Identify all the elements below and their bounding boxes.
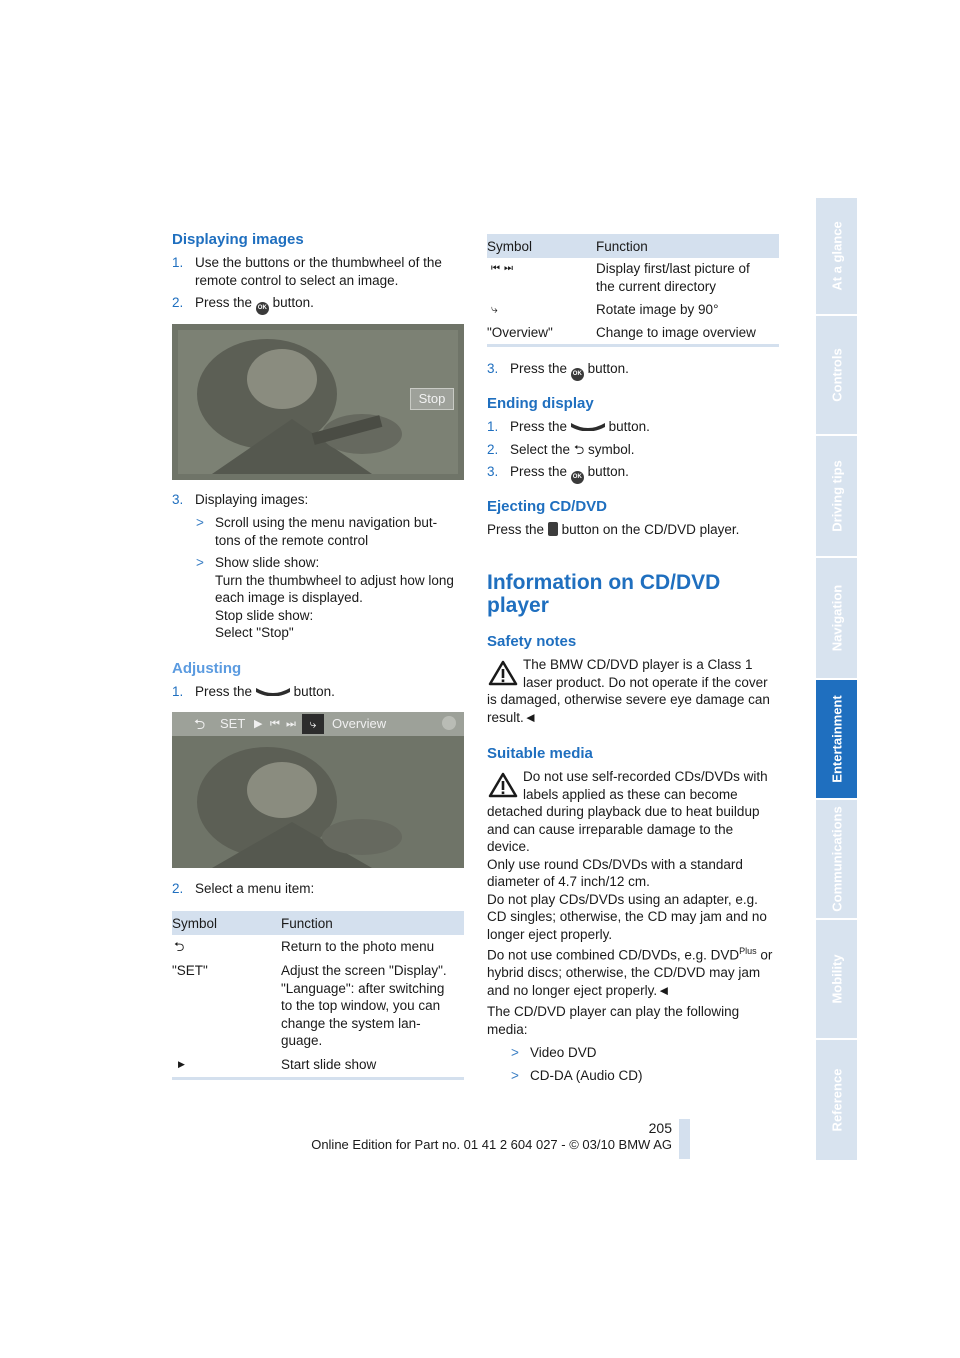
menu-button-icon	[571, 421, 605, 431]
function-text: Display first/last picture of	[596, 261, 750, 276]
paragraph-text: The BMW CD/DVD player is a Class 1	[523, 657, 753, 672]
bullet-text: Turn the thumbwheel to adjust how long	[215, 572, 454, 588]
return-icon: ⮌	[174, 939, 185, 954]
return-icon[interactable]: ⮌	[194, 716, 206, 732]
return-icon: ⮌	[573, 442, 585, 457]
function-text: to the top window, you can	[281, 998, 441, 1013]
step-1	[172, 254, 462, 288]
sidebar-tab-label: Entertainment	[829, 695, 844, 783]
step-text: button.	[587, 464, 629, 479]
heading-safety-notes: Safety notes	[487, 633, 577, 650]
paragraph-text: longer eject properly.	[487, 926, 613, 942]
paragraph-text: hybrid discs; otherwise, the CD/DVD may jam	[487, 965, 761, 980]
paragraph-text: Do not use combined CD/DVDs, e.g. DVD	[487, 947, 740, 963]
ok-button-icon: OK	[571, 368, 584, 381]
sidebar-tab-label: Navigation	[829, 584, 844, 652]
function-text: Adjust the screen "Display".	[281, 963, 447, 978]
end-step-3	[487, 463, 777, 481]
step-number: 2.	[172, 295, 184, 310]
step-number: 1.	[172, 255, 184, 270]
step-text: Displaying images:	[195, 492, 309, 507]
step-number: 2.	[487, 442, 499, 457]
sidebar-tab-controls[interactable]	[816, 316, 857, 434]
column-header-function: Function	[596, 239, 648, 254]
step-text: Press the	[510, 361, 568, 376]
paragraph-text: media:	[487, 1021, 528, 1037]
last-picture-icon[interactable]: ⏭	[286, 718, 296, 730]
step-number: 3.	[487, 464, 499, 479]
function-text: change the system lan-	[281, 1015, 421, 1031]
bullet-text: Scroll using the menu navigation but-	[215, 515, 438, 530]
heading-line: Information on CD/DVD	[487, 571, 721, 594]
step-text: Press the	[195, 684, 253, 699]
set-menu-item[interactable]	[220, 717, 245, 731]
step-text: button.	[272, 295, 314, 310]
heading-adjusting: Adjusting	[172, 660, 242, 677]
step-text: Select the	[510, 442, 571, 457]
bullet-text: CD-DA (Audio CD)	[530, 1068, 643, 1083]
heading-information-cd-dvd	[487, 571, 720, 617]
symbol-text: "Overview"	[487, 325, 553, 340]
step-number: 2.	[172, 881, 184, 896]
paragraph-text: labels applied as these can become	[523, 786, 738, 802]
step-text: symbol.	[588, 442, 635, 457]
sidebar-tab-reference[interactable]	[816, 1040, 857, 1160]
set-label: SET	[220, 716, 246, 731]
superscript-text: Plus	[739, 946, 757, 956]
paragraph-text: CD singles; otherwise, the CD may jam and no	[487, 909, 767, 924]
paragraph-text: and no longer eject properly.◄	[487, 982, 671, 998]
paragraph-text: is damaged, otherwise severe eye damage can	[487, 692, 770, 707]
paragraph-text: diameter of 4.7 inch/12 cm.	[487, 874, 650, 889]
paragraph-line	[487, 943, 782, 964]
function-text: Return to the photo menu	[281, 939, 435, 954]
step-number: 3.	[172, 492, 184, 507]
play-icon: ▶	[178, 1059, 185, 1069]
bullet-text: Video DVD	[530, 1045, 597, 1060]
playable-media-paragraph	[487, 1003, 739, 1038]
step-3-ok	[487, 360, 777, 378]
paragraph-text: or	[756, 947, 773, 963]
play-icon[interactable]: ▶	[254, 718, 263, 730]
bullet-marker: >	[196, 555, 204, 570]
heading-displaying-images: Displaying images	[172, 231, 304, 248]
function-text: the current directory	[596, 278, 717, 294]
bullet-marker: >	[511, 1068, 519, 1083]
column-header-function: Function	[281, 916, 333, 931]
step-number: 1.	[172, 684, 184, 699]
table-header	[172, 911, 464, 935]
sidebar-tab-label: Driving tips	[829, 460, 844, 532]
step-2	[172, 294, 462, 312]
table-bottom-rule	[172, 1077, 464, 1080]
step-text: Press the	[510, 464, 568, 479]
step-text: remote control to select an image.	[195, 272, 399, 288]
step-number: 1.	[487, 419, 499, 434]
paragraph-text: and can cause irreparable damage to the	[487, 821, 734, 837]
edition-footer: Online Edition for Part no. 01 41 2 604 027 - © 03/10 BMW AG	[311, 1137, 672, 1152]
sidebar-tab-label: Controls	[829, 348, 844, 402]
heading-ending-display: Ending display	[487, 395, 594, 412]
step-text: Use the buttons or the thumbwheel of the	[195, 255, 442, 270]
bullet-text: each image is displayed.	[215, 590, 363, 605]
adjust-menu-screenshot	[172, 712, 464, 868]
page-number: 205	[648, 1120, 672, 1136]
table-bottom-rule	[487, 344, 779, 347]
symbol-text: "SET"	[172, 963, 208, 978]
first-picture-icon[interactable]: ⏮	[270, 718, 280, 730]
sidebar-tab-navigation[interactable]	[816, 558, 857, 678]
paragraph-text: laser product. Do not operate if the cover	[523, 674, 768, 690]
step-text: Select a menu item:	[195, 881, 315, 896]
symbol-table-right	[487, 234, 779, 349]
heading-ejecting: Ejecting CD/DVD	[487, 498, 608, 515]
table-header	[487, 234, 779, 258]
paragraph-text: Do not play CDs/DVDs using an adapter, e.g.	[487, 891, 758, 907]
sidebar-tab-driving-tips[interactable]	[816, 436, 857, 556]
bullet-text: Select "Stop"	[215, 625, 294, 640]
step-text: button.	[587, 361, 629, 376]
sidebar-tab-label: Reference	[829, 1068, 844, 1132]
overview-menu-item[interactable]	[332, 717, 386, 731]
adjust-step-1	[172, 683, 462, 701]
symbol-table-left	[172, 911, 464, 1081]
bullet-text: Stop slide show:	[215, 607, 314, 623]
paragraph-text: The CD/DVD player can play the following	[487, 1004, 740, 1019]
stop-button[interactable]	[410, 388, 454, 410]
sidebar-tab-communications[interactable]	[816, 800, 857, 918]
media-paragraph	[487, 768, 782, 999]
sidebar-tab-label: Communications	[829, 806, 844, 912]
sidebar-tab-at-a-glance[interactable]	[816, 198, 857, 314]
bullet-marker: >	[511, 1045, 519, 1060]
stop-label: Stop	[418, 391, 446, 406]
step-text: button.	[608, 419, 650, 434]
end-step-1	[487, 418, 777, 436]
paragraph-text: result.◄	[487, 709, 538, 725]
function-text: Change to image overview	[596, 325, 756, 340]
paragraph-text: detached during playback due to heat buildup	[487, 804, 760, 819]
bullet-text: tons of the remote control	[215, 532, 369, 548]
first-last-picture-icon: ⏮⏭	[491, 263, 517, 274]
ok-button-icon: OK	[256, 302, 269, 315]
step-text: Press the	[195, 295, 253, 310]
paragraph-text: button on the CD/DVD player.	[561, 522, 740, 537]
step-text: Press the	[510, 419, 568, 434]
sidebar-tab-label: At a glance	[829, 221, 844, 291]
function-text: "Language": after switching	[281, 980, 445, 996]
eject-paragraph	[487, 521, 739, 539]
page-marker-bar	[679, 1119, 690, 1159]
paragraph-text: Do not use self-recorded CDs/DVDs with	[523, 769, 768, 784]
step-text: button.	[293, 684, 335, 699]
eject-button-icon	[548, 522, 558, 536]
bullet-text: Show slide show:	[215, 555, 320, 570]
paragraph-text: device.	[487, 839, 530, 854]
step-number: 3.	[487, 361, 499, 376]
step-3	[172, 491, 462, 509]
function-text: Rotate image by 90°	[596, 302, 719, 317]
image-display-screenshot	[172, 324, 464, 480]
sidebar-tab-label: Mobility	[829, 954, 844, 1004]
menu-button-icon	[256, 686, 290, 696]
sidebar-tab-entertainment[interactable]	[816, 680, 857, 798]
function-text: guage.	[281, 1033, 323, 1048]
sidebar-tab-mobility[interactable]	[816, 920, 857, 1038]
adjust-step-2	[172, 880, 462, 898]
overview-label: Overview	[332, 716, 387, 731]
paragraph-text: Only use round CDs/DVDs with a standard	[487, 856, 743, 872]
end-step-2	[487, 441, 777, 459]
function-text: Start slide show	[281, 1057, 377, 1072]
column-header-symbol: Symbol	[487, 239, 533, 254]
safety-paragraph	[487, 656, 782, 726]
column-header-symbol: Symbol	[172, 916, 218, 931]
settings-icon[interactable]	[442, 716, 456, 730]
bullet-marker: >	[196, 515, 204, 530]
heading-suitable-media: Suitable media	[487, 745, 593, 762]
rotate-icon[interactable]: ⤷	[302, 714, 324, 734]
heading-line: player	[487, 594, 549, 617]
rotate-icon: ⤷	[491, 302, 498, 316]
ok-button-icon: OK	[571, 471, 584, 484]
paragraph-text: Press the	[487, 522, 545, 537]
